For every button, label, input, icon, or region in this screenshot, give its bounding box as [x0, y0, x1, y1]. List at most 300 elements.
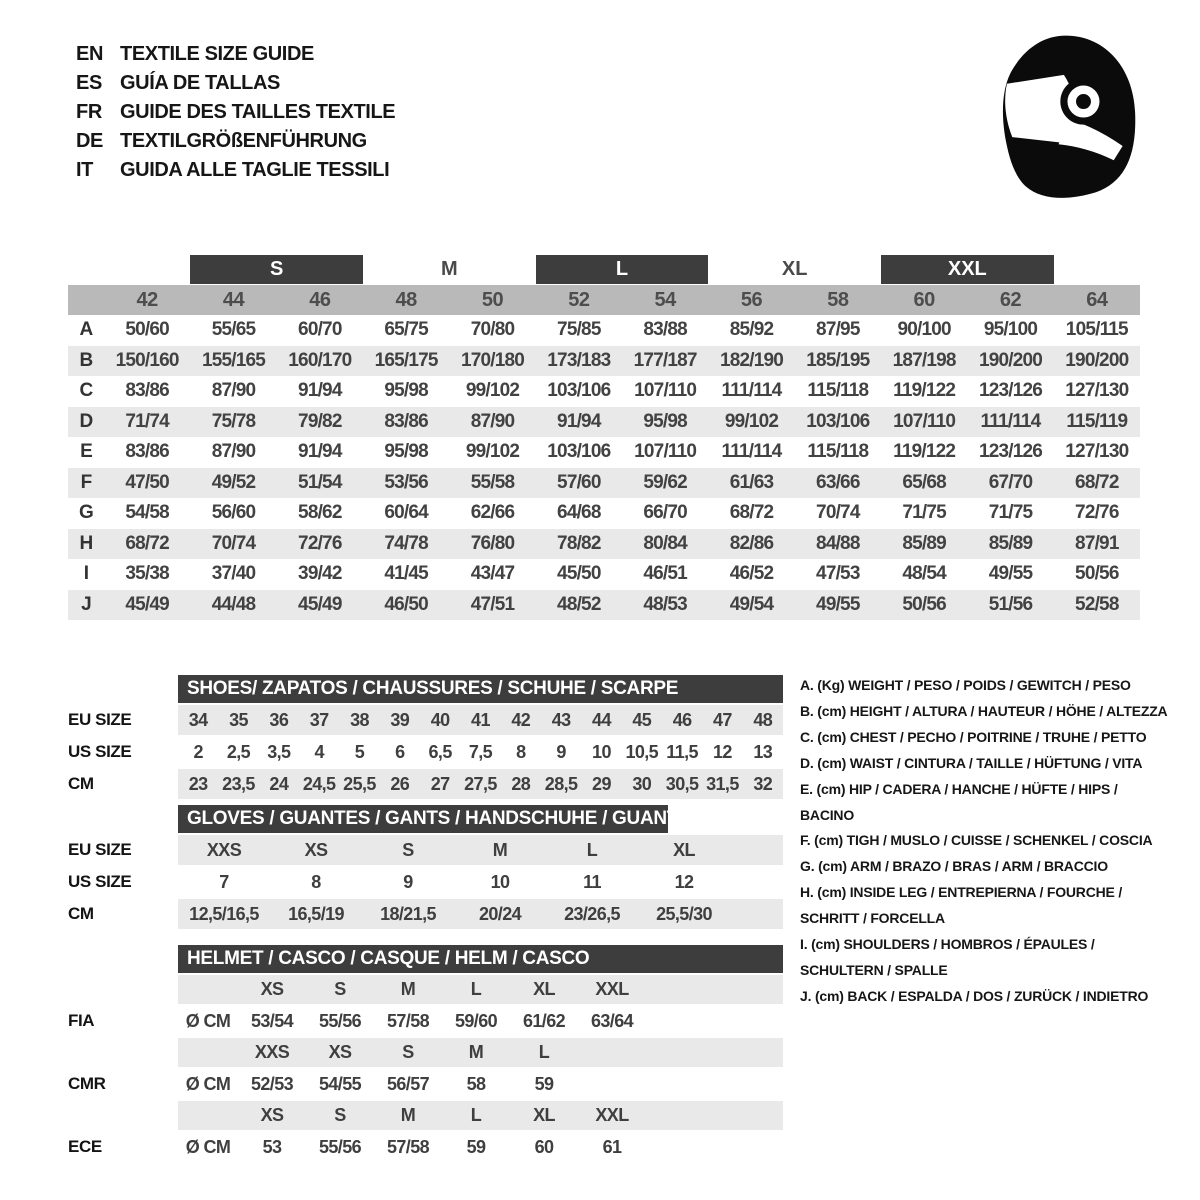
textile-size-table — [68, 255, 1140, 620]
table-cell: 103/106 — [547, 441, 611, 463]
helmet-standard-row-ece — [68, 1132, 783, 1162]
table-cell: 83/88 — [643, 319, 687, 341]
size-value-cell: 11 — [583, 871, 601, 892]
table-cell: 80/84 — [643, 532, 687, 554]
size-value-cell: 9 — [403, 871, 413, 892]
helmet-size-value: 56/57 — [386, 1073, 430, 1094]
helmet-size-value: 57/58 — [386, 1136, 430, 1157]
value-strip — [178, 737, 783, 767]
size-value-cell: 8 — [311, 871, 321, 892]
table-cell: 115/119 — [1066, 410, 1128, 432]
helmet-size-label: L — [470, 979, 482, 999]
table-cell: 71/74 — [125, 410, 169, 432]
helmet-value-strip — [178, 1069, 783, 1099]
table-cell: 65/68 — [902, 471, 946, 493]
language-code: EN — [76, 43, 103, 65]
row-header-label: EU SIZE — [68, 710, 132, 729]
standard-label: CMR — [68, 1074, 106, 1093]
size-value-cell: 28,5 — [544, 773, 578, 794]
table-cell: 155/165 — [201, 349, 266, 371]
table-cell: 68/72 — [729, 502, 774, 524]
table-cell: 49/55 — [816, 593, 860, 615]
table-cell: 55/65 — [211, 319, 256, 341]
table-cell: 95/98 — [384, 380, 428, 402]
table-cell: 79/82 — [298, 410, 342, 432]
table-cell: 54/58 — [125, 502, 169, 524]
diameter-label: Ø CM — [185, 1136, 231, 1157]
numeric-size: 42 — [136, 288, 158, 311]
size-value-cell: 6 — [395, 741, 405, 762]
legend-item-h: H. (cm) INSIDE LEG / ENTREPIERNA / FOURCHE / SCHRITT / FORCELLA — [800, 884, 1123, 927]
table-cell: 66/70 — [643, 502, 687, 524]
size-value-cell: 20/24 — [478, 903, 522, 924]
legend-item-g: G. (cm) ARM / BRAZO / BRAS / ARM / BRACCIO — [800, 858, 1108, 875]
size-value-cell: 10,5 — [625, 741, 659, 762]
size-group-s: S — [190, 255, 363, 284]
size-value-cell: 29 — [592, 773, 611, 794]
legend-item-b: B. (cm) HEIGHT / ALTURA / HAUTEUR / HÖHE / ALTEZZA — [800, 702, 1168, 719]
helmet-size-label: XL — [533, 979, 555, 999]
legend-item-i: I. (cm) SHOULDERS / HOMBROS / ÉPAULES / SCHULTERN / SPALLE — [800, 936, 1095, 978]
size-value-cell: 24,5 — [302, 773, 336, 794]
helmet-size-value: 54/55 — [318, 1073, 362, 1094]
table-cell: 115/118 — [807, 441, 869, 463]
size-value-cell: 41 — [471, 709, 490, 730]
row-label: A — [79, 319, 93, 341]
table-cell: 87/90 — [211, 441, 256, 463]
size-value-cell: 23,5 — [222, 773, 255, 794]
racing-helmet-icon — [966, 26, 1144, 218]
helmet-size-label: XS — [260, 1105, 284, 1125]
table-row-i — [68, 559, 1140, 590]
helmet-size-value: 57/58 — [386, 1010, 430, 1031]
table-row-c — [68, 376, 1140, 407]
value-strip — [178, 769, 783, 799]
helmet-size-strip — [178, 1038, 783, 1067]
size-value-cell: 30,5 — [665, 773, 699, 794]
helmet-size-value: 55/56 — [318, 1010, 362, 1031]
guide-title: GUIDE DES TAILLES TEXTILE — [120, 101, 396, 123]
section-row-us-size — [68, 737, 783, 767]
helmet-size-value: 60 — [534, 1136, 554, 1157]
size-value-cell: 4 — [314, 741, 324, 762]
size-value-cell: 34 — [188, 709, 208, 730]
row-header-label — [68, 1038, 178, 1067]
table-cell: 111/114 — [721, 441, 782, 463]
helmet-size-label: XL — [533, 1105, 555, 1125]
size-value-cell: 6,5 — [428, 741, 452, 762]
table-cell: 85/89 — [988, 532, 1033, 554]
table-cell: 52/58 — [1075, 593, 1119, 615]
numeric-size: 58 — [827, 288, 849, 311]
size-value-cell: 23/26,5 — [564, 903, 620, 924]
table-cell: 85/89 — [902, 532, 946, 554]
row-label: G — [79, 502, 93, 524]
size-value-cell: 10 — [490, 871, 510, 892]
size-value-cell: 7,5 — [468, 741, 493, 762]
row-header-label: CM — [68, 904, 94, 923]
size-value-cell: 46 — [672, 709, 692, 730]
table-cell: 57/60 — [557, 471, 601, 493]
table-cell: 49/54 — [729, 593, 774, 615]
helmet-rows — [68, 975, 783, 1162]
row-header-label — [68, 1101, 178, 1130]
table-row-e — [68, 437, 1140, 468]
table-cell: 103/106 — [806, 410, 870, 432]
helmet-size-label: L — [538, 1042, 550, 1062]
table-row-b — [68, 346, 1140, 377]
helmet-size-section — [68, 945, 783, 1162]
table-cell: 83/86 — [384, 410, 428, 432]
row-header-label: CM — [68, 774, 94, 793]
helmet-size-label: S — [402, 1042, 414, 1062]
size-value-cell: 42 — [511, 709, 531, 730]
size-value-cell: 12 — [674, 871, 694, 892]
helmet-size-header-row-cmr — [68, 1038, 783, 1067]
language-title-list — [76, 40, 395, 185]
guide-title: GUIDA ALLE TAGLIE TESSILI — [120, 159, 390, 181]
table-cell: 62/66 — [470, 502, 515, 524]
legend-item-d: D. (cm) WAIST / CINTURA / TAILLE / HÜFTUNG / VITA — [800, 754, 1143, 771]
value-strip — [178, 867, 783, 897]
section-row-eu-size — [68, 835, 783, 865]
size-value-cell: 32 — [753, 773, 773, 794]
table-cell: 37/40 — [211, 563, 256, 585]
table-cell: 83/86 — [125, 380, 169, 402]
helmet-size-label: XXL — [595, 1105, 629, 1125]
table-cell: 59/62 — [643, 471, 687, 493]
table-cell: 82/86 — [729, 532, 774, 554]
size-value-cell: 25,5 — [343, 773, 376, 794]
section-row-cm — [68, 769, 783, 799]
table-cell: 45/49 — [298, 593, 342, 615]
row-label: F — [80, 471, 92, 493]
size-group-xl: XL — [781, 258, 808, 280]
helmet-size-label: XS — [328, 1042, 352, 1062]
size-value-cell: 8 — [516, 741, 526, 762]
table-cell: 51/56 — [988, 593, 1033, 615]
language-row — [76, 127, 395, 156]
size-value-cell: S — [402, 839, 414, 860]
row-header-label: US SIZE — [68, 742, 132, 761]
size-value-cell: 25,5/30 — [656, 903, 712, 924]
table-row-j — [68, 590, 1140, 621]
size-value-cell: L — [586, 839, 598, 860]
row-label: I — [83, 563, 89, 585]
table-cell: 111/114 — [721, 380, 782, 402]
row-header-label — [68, 975, 178, 1004]
numeric-size: 54 — [654, 288, 676, 311]
section-row-us-size — [68, 867, 783, 897]
size-value-cell: 38 — [350, 709, 369, 730]
diameter-label: Ø CM — [185, 1010, 231, 1031]
table-cell: 48/54 — [902, 563, 946, 585]
numeric-size: 56 — [740, 288, 763, 311]
table-cell: 190/200 — [978, 349, 1043, 371]
table-row-h — [68, 529, 1140, 560]
numeric-size: 50 — [481, 288, 504, 311]
size-value-cell: 24 — [269, 773, 289, 794]
table-cell: 64/68 — [557, 502, 601, 524]
table-cell: 50/56 — [902, 593, 946, 615]
row-header-label: EU SIZE — [68, 840, 132, 859]
table-row-a — [68, 315, 1140, 346]
table-cell: 85/92 — [729, 319, 774, 341]
table-cell: 67/70 — [988, 471, 1033, 493]
helmet-size-value: 53/54 — [250, 1010, 294, 1031]
diameter-label: Ø CM — [185, 1073, 231, 1094]
size-value-cell: 35 — [229, 709, 248, 730]
table-cell: 190/200 — [1065, 349, 1129, 371]
table-cell: 71/75 — [902, 502, 946, 524]
table-cell: 49/55 — [988, 563, 1033, 585]
table-cell: 105/115 — [1065, 319, 1128, 341]
language-code: DE — [76, 130, 103, 152]
table-cell: 111/114 — [980, 410, 1041, 432]
table-cell: 103/106 — [547, 380, 611, 402]
table-cell: 123/126 — [978, 380, 1043, 402]
table-cell: 68/72 — [125, 532, 169, 554]
size-value-cell: XL — [673, 839, 695, 860]
size-value-cell: XS — [304, 839, 328, 860]
table-cell: 83/86 — [125, 441, 169, 463]
table-cell: 45/50 — [557, 563, 601, 585]
numeric-size: 64 — [1086, 288, 1108, 311]
row-label: B — [79, 349, 93, 371]
table-cell: 87/90 — [470, 410, 515, 432]
size-value-cell: 43 — [551, 709, 571, 730]
table-cell: 95/100 — [983, 319, 1038, 341]
size-value-cell: 30 — [632, 773, 652, 794]
table-cell: 47/50 — [125, 471, 169, 493]
helmet-size-value: 59/60 — [454, 1010, 498, 1031]
helmet-size-strip — [178, 975, 783, 1004]
value-strip — [178, 835, 783, 865]
size-value-cell: 11,5 — [666, 741, 698, 762]
size-value-cell: 12 — [713, 741, 732, 762]
size-value-cell: 48 — [753, 709, 773, 730]
table-row-d — [68, 407, 1140, 438]
table-cell: 50/60 — [125, 319, 169, 341]
size-group-l: L — [536, 255, 709, 284]
table-cell: 53/56 — [384, 471, 428, 493]
size-value-cell: 47 — [713, 709, 732, 730]
table-cell: 84/88 — [816, 532, 860, 554]
table-cell: 78/82 — [557, 532, 601, 554]
table-cell: 87/91 — [1075, 532, 1119, 554]
table-cell: 182/190 — [719, 349, 784, 371]
table-cell: 107/110 — [634, 380, 697, 402]
size-value-cell: 18/21,5 — [380, 903, 436, 924]
language-row — [76, 98, 395, 127]
table-cell: 43/47 — [470, 563, 515, 585]
table-cell: 107/110 — [634, 441, 697, 463]
legend-item-a: A. (Kg) WEIGHT / PESO / POIDS / GEWITCH / PESO — [800, 677, 1131, 693]
helmet-size-label: XXS — [254, 1042, 290, 1062]
helmet-size-label: M — [400, 1105, 416, 1125]
size-value-cell: 2 — [193, 741, 203, 762]
table-cell: 35/38 — [125, 563, 169, 585]
language-row — [76, 156, 395, 185]
legend-item-c: C. (cm) CHEST / PECHO / POITRINE / TRUHE / PETTO — [800, 728, 1147, 745]
gloves-section-title: GLOVES / GUANTES / GANTS / HANDSCHUHE / GUANTI — [178, 805, 668, 833]
table-cell: 87/90 — [211, 380, 256, 402]
table-cell: 115/118 — [807, 380, 869, 402]
size-value-cell: 9 — [556, 741, 566, 762]
helmet-size-value: 55/56 — [318, 1136, 362, 1157]
shoes-rows — [68, 705, 783, 799]
helmet-size-header-row-fia — [68, 975, 783, 1004]
language-row — [76, 40, 395, 69]
table-cell: 55/58 — [470, 471, 515, 493]
numeric-size: 46 — [309, 288, 331, 311]
table-cell: 71/75 — [988, 502, 1033, 524]
table-cell: 46/52 — [729, 563, 774, 585]
measurement-rows — [68, 315, 1140, 620]
gloves-rows — [68, 835, 783, 929]
table-cell: 45/49 — [125, 593, 169, 615]
table-cell: 91/94 — [557, 410, 601, 432]
row-label: D — [79, 410, 93, 432]
language-code: IT — [76, 159, 93, 181]
row-label: C — [79, 380, 93, 402]
size-value-cell: 26 — [390, 773, 410, 794]
table-cell: 95/98 — [384, 441, 428, 463]
numeric-size: 62 — [999, 288, 1022, 311]
table-cell: 185/195 — [806, 349, 870, 371]
table-cell: 150/160 — [115, 349, 179, 371]
size-value-cell: 13 — [753, 741, 773, 762]
table-cell: 177/187 — [633, 349, 697, 371]
table-cell: 63/66 — [816, 471, 860, 493]
table-cell: 99/102 — [465, 441, 520, 463]
row-label: J — [81, 593, 91, 615]
helmet-size-label: XXL — [595, 979, 629, 999]
table-cell: 39/42 — [298, 563, 342, 585]
table-cell: 70/74 — [816, 502, 860, 524]
numeric-size: 60 — [913, 288, 935, 311]
table-cell: 119/122 — [893, 380, 956, 402]
size-value-cell: 3,5 — [267, 741, 291, 762]
table-cell: 65/75 — [384, 319, 428, 341]
size-value-cell: 31,5 — [706, 773, 739, 794]
language-row — [76, 69, 395, 98]
helmet-size-header-row-ece — [68, 1101, 783, 1130]
size-value-cell: 37 — [309, 709, 329, 730]
table-cell: 74/78 — [384, 532, 428, 554]
standard-label: ECE — [68, 1137, 102, 1156]
language-code: ES — [76, 72, 102, 94]
shoes-size-section — [68, 675, 783, 799]
guide-title: TEXTILGRÖßENFÜHRUNG — [120, 130, 367, 152]
table-cell: 48/52 — [557, 593, 601, 615]
numeric-size-header-row — [68, 285, 1140, 315]
size-value-cell: 45 — [632, 709, 652, 730]
table-cell: 165/175 — [374, 349, 438, 371]
legend-item-e: E. (cm) HIP / CADERA / HANCHE / HÜFTE / HIPS / BACINO — [800, 780, 1118, 823]
helmet-size-value: 61 — [602, 1136, 622, 1157]
table-cell: 60/64 — [384, 502, 428, 524]
table-cell: 49/52 — [211, 471, 256, 493]
table-cell: 44/48 — [211, 593, 256, 615]
helmet-size-label: S — [334, 1105, 346, 1125]
size-value-cell: 39 — [390, 709, 410, 730]
helmet-size-label: S — [334, 979, 346, 999]
size-value-cell: 5 — [354, 741, 365, 762]
row-header-label: US SIZE — [68, 872, 132, 891]
table-cell: 95/98 — [643, 410, 687, 432]
table-cell: 99/102 — [465, 380, 520, 402]
size-value-cell: 27,5 — [464, 773, 497, 794]
helmet-size-label: M — [400, 979, 416, 999]
shoes-section-title: SHOES/ ZAPATOS / CHAUSSURES / SCHUHE / SCARPE — [178, 675, 783, 703]
table-cell: 70/74 — [211, 532, 256, 554]
guide-title: GUÍA DE TALLAS — [120, 72, 280, 94]
table-cell: 119/122 — [893, 441, 956, 463]
helmet-size-value: 58 — [466, 1073, 486, 1094]
helmet-size-value: 53 — [262, 1136, 282, 1157]
table-cell: 76/80 — [470, 532, 515, 554]
table-cell: 48/53 — [643, 593, 687, 615]
table-cell: 187/198 — [892, 349, 956, 371]
helmet-size-label: XS — [260, 979, 284, 999]
table-cell: 70/80 — [470, 319, 515, 341]
measurement-legend — [800, 673, 1172, 1010]
table-cell: 173/183 — [547, 349, 611, 371]
guide-title: TEXTILE SIZE GUIDE — [120, 43, 314, 65]
table-cell: 56/60 — [211, 502, 256, 524]
helmet-size-value: 52/53 — [250, 1073, 294, 1094]
size-value-cell: 2,5 — [226, 741, 251, 762]
table-cell: 91/94 — [298, 380, 342, 402]
helmet-size-strip — [178, 1101, 783, 1130]
table-cell: 75/85 — [557, 319, 601, 341]
numeric-spacer — [68, 285, 104, 315]
helmet-size-value: 61/62 — [522, 1010, 566, 1031]
numeric-size: 44 — [222, 288, 245, 311]
table-cell: 58/62 — [298, 502, 342, 524]
helmet-value-strip — [178, 1006, 783, 1036]
table-cell: 123/126 — [978, 441, 1043, 463]
table-cell: 41/45 — [384, 563, 428, 585]
helmet-size-label: M — [468, 1042, 484, 1062]
table-row-f — [68, 468, 1140, 499]
numeric-size: 52 — [568, 288, 590, 311]
size-group-m: M — [440, 258, 458, 280]
table-cell: 51/54 — [298, 471, 342, 493]
size-value-cell: 16,5/19 — [288, 903, 344, 924]
value-strip — [178, 899, 783, 929]
table-cell: 127/130 — [1065, 380, 1129, 402]
legend-item-f: F. (cm) TIGH / MUSLO / CUISSE / SCHENKEL / COSCIA — [800, 832, 1153, 849]
table-cell: 91/94 — [298, 441, 342, 463]
helmet-standard-row-cmr — [68, 1069, 783, 1099]
table-cell: 50/56 — [1075, 563, 1119, 585]
section-row-eu-size — [68, 705, 783, 735]
size-value-cell: XXS — [206, 839, 242, 860]
size-group-header-row — [68, 255, 1140, 284]
table-cell: 90/100 — [897, 319, 951, 341]
table-cell: 170/180 — [460, 349, 525, 371]
table-cell: 87/95 — [816, 319, 860, 341]
helmet-value-strip — [178, 1132, 783, 1162]
table-cell: 160/170 — [288, 349, 352, 371]
table-cell: 72/76 — [298, 532, 342, 554]
table-cell: 46/51 — [643, 563, 687, 585]
size-value-cell: 36 — [269, 709, 289, 730]
row-label: E — [80, 441, 92, 463]
legend-item-j: J. (cm) BACK / ESPALDA / DOS / ZURÜCK / INDIETRO — [800, 987, 1149, 1004]
